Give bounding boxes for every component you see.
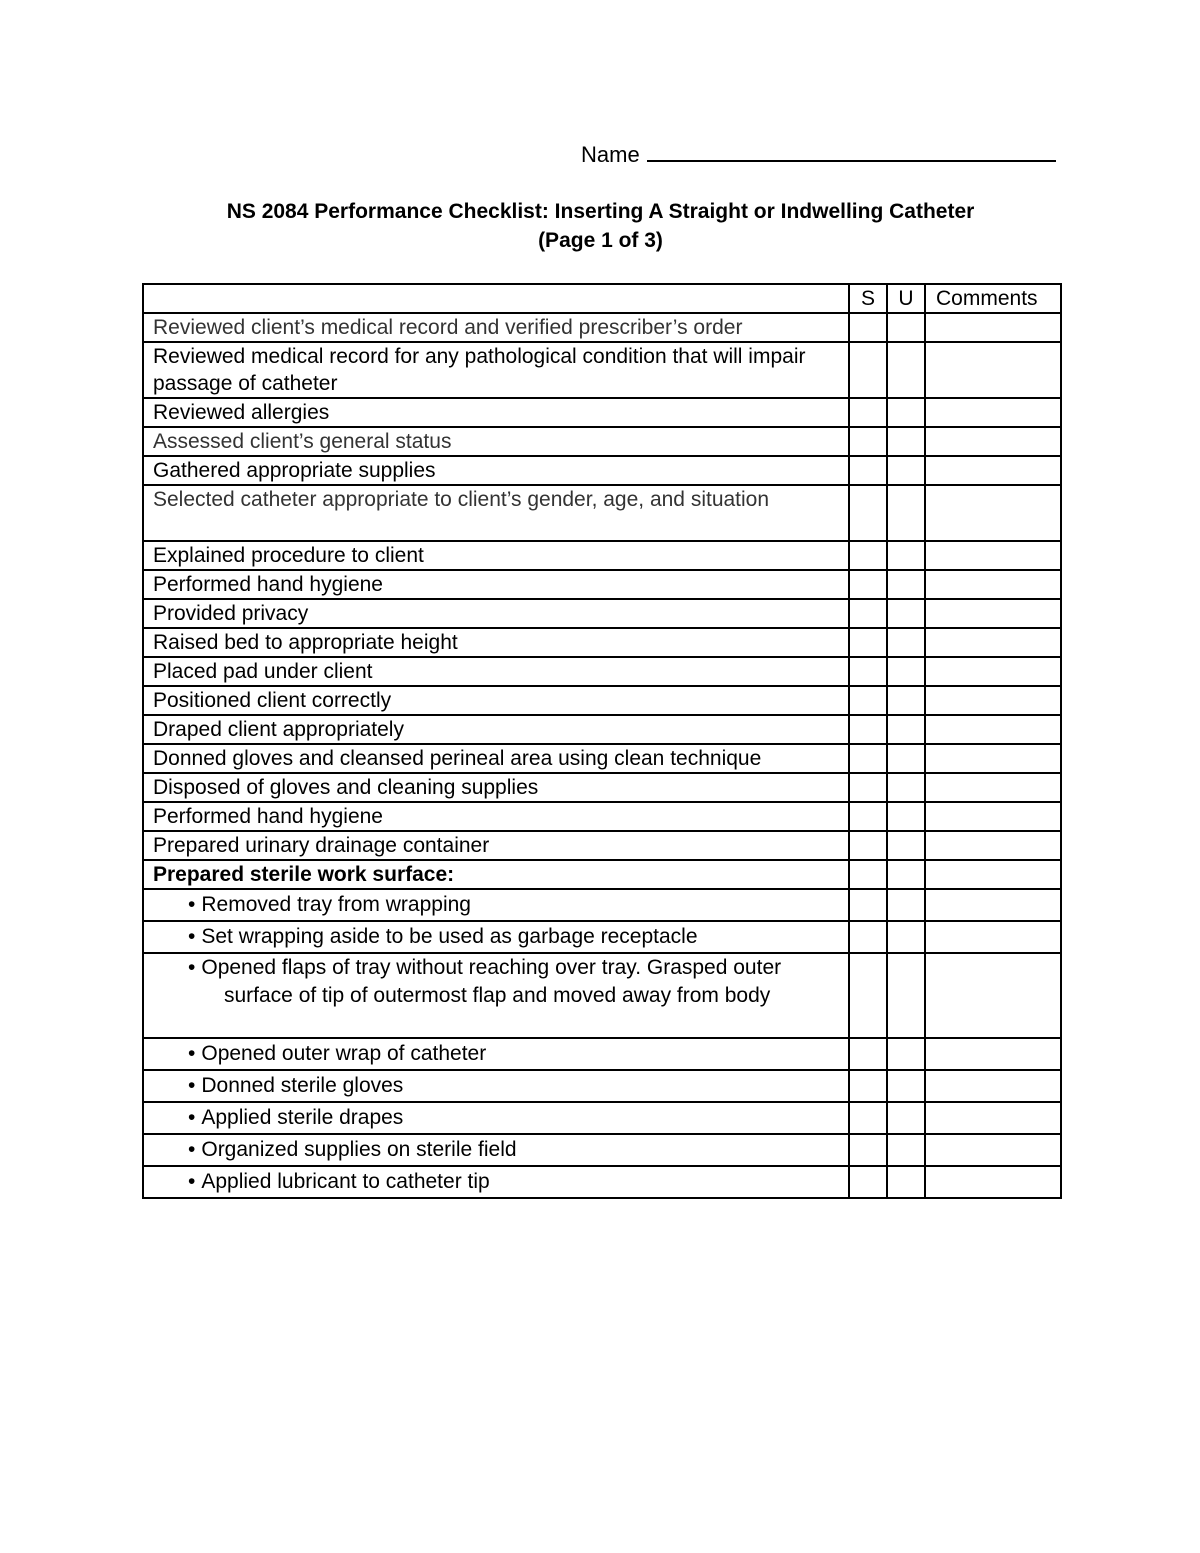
u-cell[interactable] [887, 1166, 925, 1198]
bullet-icon: • [188, 1170, 196, 1193]
table-row [143, 831, 1061, 860]
s-cell[interactable] [849, 1038, 887, 1070]
step-label: Reviewed allergies [143, 398, 849, 427]
table-row [143, 860, 1061, 889]
comments-cell[interactable] [925, 628, 1061, 657]
table-row [143, 715, 1061, 744]
u-cell[interactable] [887, 921, 925, 953]
table-row [143, 398, 1061, 427]
comments-cell[interactable] [925, 1166, 1061, 1198]
comments-cell[interactable] [925, 1038, 1061, 1070]
u-cell[interactable] [887, 744, 925, 773]
table-row [143, 1070, 1061, 1102]
u-cell[interactable] [887, 1102, 925, 1134]
comments-cell[interactable] [925, 889, 1061, 921]
step-label: Performed hand hygiene [143, 802, 849, 831]
sub-step-label [143, 953, 849, 1038]
table-row [143, 686, 1061, 715]
u-cell[interactable] [887, 1134, 925, 1166]
u-cell[interactable] [887, 657, 925, 686]
sub-step-text: Removed tray from wrapping [201, 893, 471, 916]
u-cell[interactable] [887, 1038, 925, 1070]
u-cell[interactable] [887, 715, 925, 744]
table-row [143, 1134, 1061, 1166]
u-cell[interactable] [887, 860, 925, 889]
column-header-u: U [887, 284, 925, 313]
step-label: Reviewed client’s medical record and verified prescriber’s order [143, 313, 849, 342]
comments-cell[interactable] [925, 953, 1061, 1038]
sub-step-text: Opened outer wrap of catheter [201, 1042, 487, 1065]
s-cell[interactable] [849, 456, 887, 485]
u-cell[interactable] [887, 570, 925, 599]
comments-cell[interactable] [925, 485, 1061, 541]
sub-step-text: Organized supplies on sterile field [201, 1138, 517, 1161]
comments-cell[interactable] [925, 427, 1061, 456]
bullet-icon: • [188, 956, 196, 979]
step-label: Prepared urinary drainage container [143, 831, 849, 860]
sub-step-text: Set wrapping aside to be used as garbage receptacle [201, 925, 698, 948]
u-cell[interactable] [887, 398, 925, 427]
table-row [143, 342, 1061, 398]
sub-step-text: Donned sterile gloves [201, 1074, 404, 1097]
table-row [143, 744, 1061, 773]
s-cell[interactable] [849, 398, 887, 427]
comments-cell[interactable] [925, 773, 1061, 802]
s-cell[interactable] [849, 802, 887, 831]
s-cell[interactable] [849, 921, 887, 953]
comments-cell[interactable] [925, 1134, 1061, 1166]
table-row [143, 802, 1061, 831]
s-cell[interactable] [849, 313, 887, 342]
comments-cell[interactable] [925, 921, 1061, 953]
u-cell[interactable] [887, 342, 925, 398]
section-heading: Prepared sterile work surface: [143, 860, 849, 889]
step-label: Positioned client correctly [143, 686, 849, 715]
name-field-row [581, 140, 1056, 168]
sub-step-text: Opened flaps of tray without reaching over tray. Grasped outer surface of tip of outermost flap and moved away from body [201, 956, 782, 1007]
table-row [143, 1038, 1061, 1070]
table-row [143, 570, 1061, 599]
s-cell[interactable] [849, 427, 887, 456]
comments-cell[interactable] [925, 657, 1061, 686]
s-cell[interactable] [849, 831, 887, 860]
table-row [143, 953, 1061, 1038]
u-cell[interactable] [887, 1070, 925, 1102]
s-cell[interactable] [849, 715, 887, 744]
s-cell[interactable] [849, 1070, 887, 1102]
sub-step-label [143, 1038, 849, 1070]
sub-step-label [143, 1166, 849, 1198]
header-blank-cell [143, 284, 849, 313]
comments-cell[interactable] [925, 1102, 1061, 1134]
comments-cell[interactable] [925, 313, 1061, 342]
comments-cell[interactable] [925, 398, 1061, 427]
step-label: Explained procedure to client [143, 541, 849, 570]
s-cell[interactable] [849, 889, 887, 921]
sub-step-label [143, 921, 849, 953]
comments-cell[interactable] [925, 1070, 1061, 1102]
bullet-icon: • [188, 1074, 196, 1097]
comments-cell[interactable] [925, 831, 1061, 860]
comments-cell[interactable] [925, 599, 1061, 628]
bullet-icon: • [188, 1138, 196, 1161]
sub-step-text: Applied sterile drapes [201, 1106, 404, 1129]
name-label: Name [581, 142, 640, 167]
s-cell[interactable] [849, 686, 887, 715]
step-label: Raised bed to appropriate height [143, 628, 849, 657]
comments-cell[interactable] [925, 860, 1061, 889]
u-cell[interactable] [887, 802, 925, 831]
table-row [143, 599, 1061, 628]
u-cell[interactable] [887, 427, 925, 456]
sub-step-label [143, 1134, 849, 1166]
name-blank-line[interactable] [647, 140, 1056, 162]
step-label: Gathered appropriate supplies [143, 456, 849, 485]
bullet-icon: • [188, 925, 196, 948]
table-row [143, 921, 1061, 953]
comments-cell[interactable] [925, 744, 1061, 773]
u-cell[interactable] [887, 686, 925, 715]
page-title: NS 2084 Performance Checklist: Inserting A Straight or Indwelling Catheter [226, 200, 975, 223]
u-cell[interactable] [887, 485, 925, 541]
sub-step-label [143, 1102, 849, 1134]
comments-cell[interactable] [925, 802, 1061, 831]
table-row [143, 427, 1061, 456]
sub-step-label [143, 1070, 849, 1102]
table-row [143, 889, 1061, 921]
u-cell[interactable] [887, 541, 925, 570]
s-cell[interactable] [849, 1166, 887, 1198]
table-row [143, 628, 1061, 657]
table-row [143, 313, 1061, 342]
table-row [143, 456, 1061, 485]
table-header-row [143, 284, 1061, 313]
step-label: Selected catheter appropriate to client’s gender, age, and situation [143, 485, 849, 541]
table-row [143, 657, 1061, 686]
performance-checklist-table [142, 283, 1062, 1199]
table-row [143, 541, 1061, 570]
s-cell[interactable] [849, 657, 887, 686]
s-cell[interactable] [849, 1102, 887, 1134]
comments-cell[interactable] [925, 686, 1061, 715]
table-row [143, 485, 1061, 541]
page-subtitle: (Page 1 of 3) [538, 229, 663, 252]
u-cell[interactable] [887, 628, 925, 657]
step-label: Draped client appropriately [143, 715, 849, 744]
u-cell[interactable] [887, 773, 925, 802]
s-cell[interactable] [849, 570, 887, 599]
step-label: Assessed client’s general status [143, 427, 849, 456]
column-header-comments: Comments [925, 284, 1061, 313]
comments-cell[interactable] [925, 456, 1061, 485]
u-cell[interactable] [887, 953, 925, 1038]
s-cell[interactable] [849, 342, 887, 398]
table-row [143, 773, 1061, 802]
sub-step-text: Applied lubricant to catheter tip [201, 1170, 490, 1193]
u-cell[interactable] [887, 313, 925, 342]
comments-cell[interactable] [925, 541, 1061, 570]
u-cell[interactable] [887, 831, 925, 860]
s-cell[interactable] [849, 953, 887, 1038]
bullet-icon: • [188, 1042, 196, 1065]
table-row [143, 1102, 1061, 1134]
step-label: Placed pad under client [143, 657, 849, 686]
step-label: Reviewed medical record for any pathological condition that will impair passage of catheter [143, 342, 849, 398]
bullet-icon: • [188, 1106, 196, 1129]
s-cell[interactable] [849, 599, 887, 628]
s-cell[interactable] [849, 1134, 887, 1166]
u-cell[interactable] [887, 456, 925, 485]
step-label: Performed hand hygiene [143, 570, 849, 599]
comments-cell[interactable] [925, 715, 1061, 744]
s-cell[interactable] [849, 485, 887, 541]
comments-cell[interactable] [925, 570, 1061, 599]
sub-step-label [143, 889, 849, 921]
bullet-icon: • [188, 893, 196, 916]
column-header-s: S [849, 284, 887, 313]
step-label: Donned gloves and cleansed perineal area using clean technique [143, 744, 849, 773]
s-cell[interactable] [849, 628, 887, 657]
s-cell[interactable] [849, 773, 887, 802]
table-row [143, 1166, 1061, 1198]
comments-cell[interactable] [925, 342, 1061, 398]
u-cell[interactable] [887, 599, 925, 628]
s-cell[interactable] [849, 744, 887, 773]
s-cell[interactable] [849, 541, 887, 570]
step-label: Provided privacy [143, 599, 849, 628]
step-label: Disposed of gloves and cleaning supplies [143, 773, 849, 802]
s-cell[interactable] [849, 860, 887, 889]
u-cell[interactable] [887, 889, 925, 921]
